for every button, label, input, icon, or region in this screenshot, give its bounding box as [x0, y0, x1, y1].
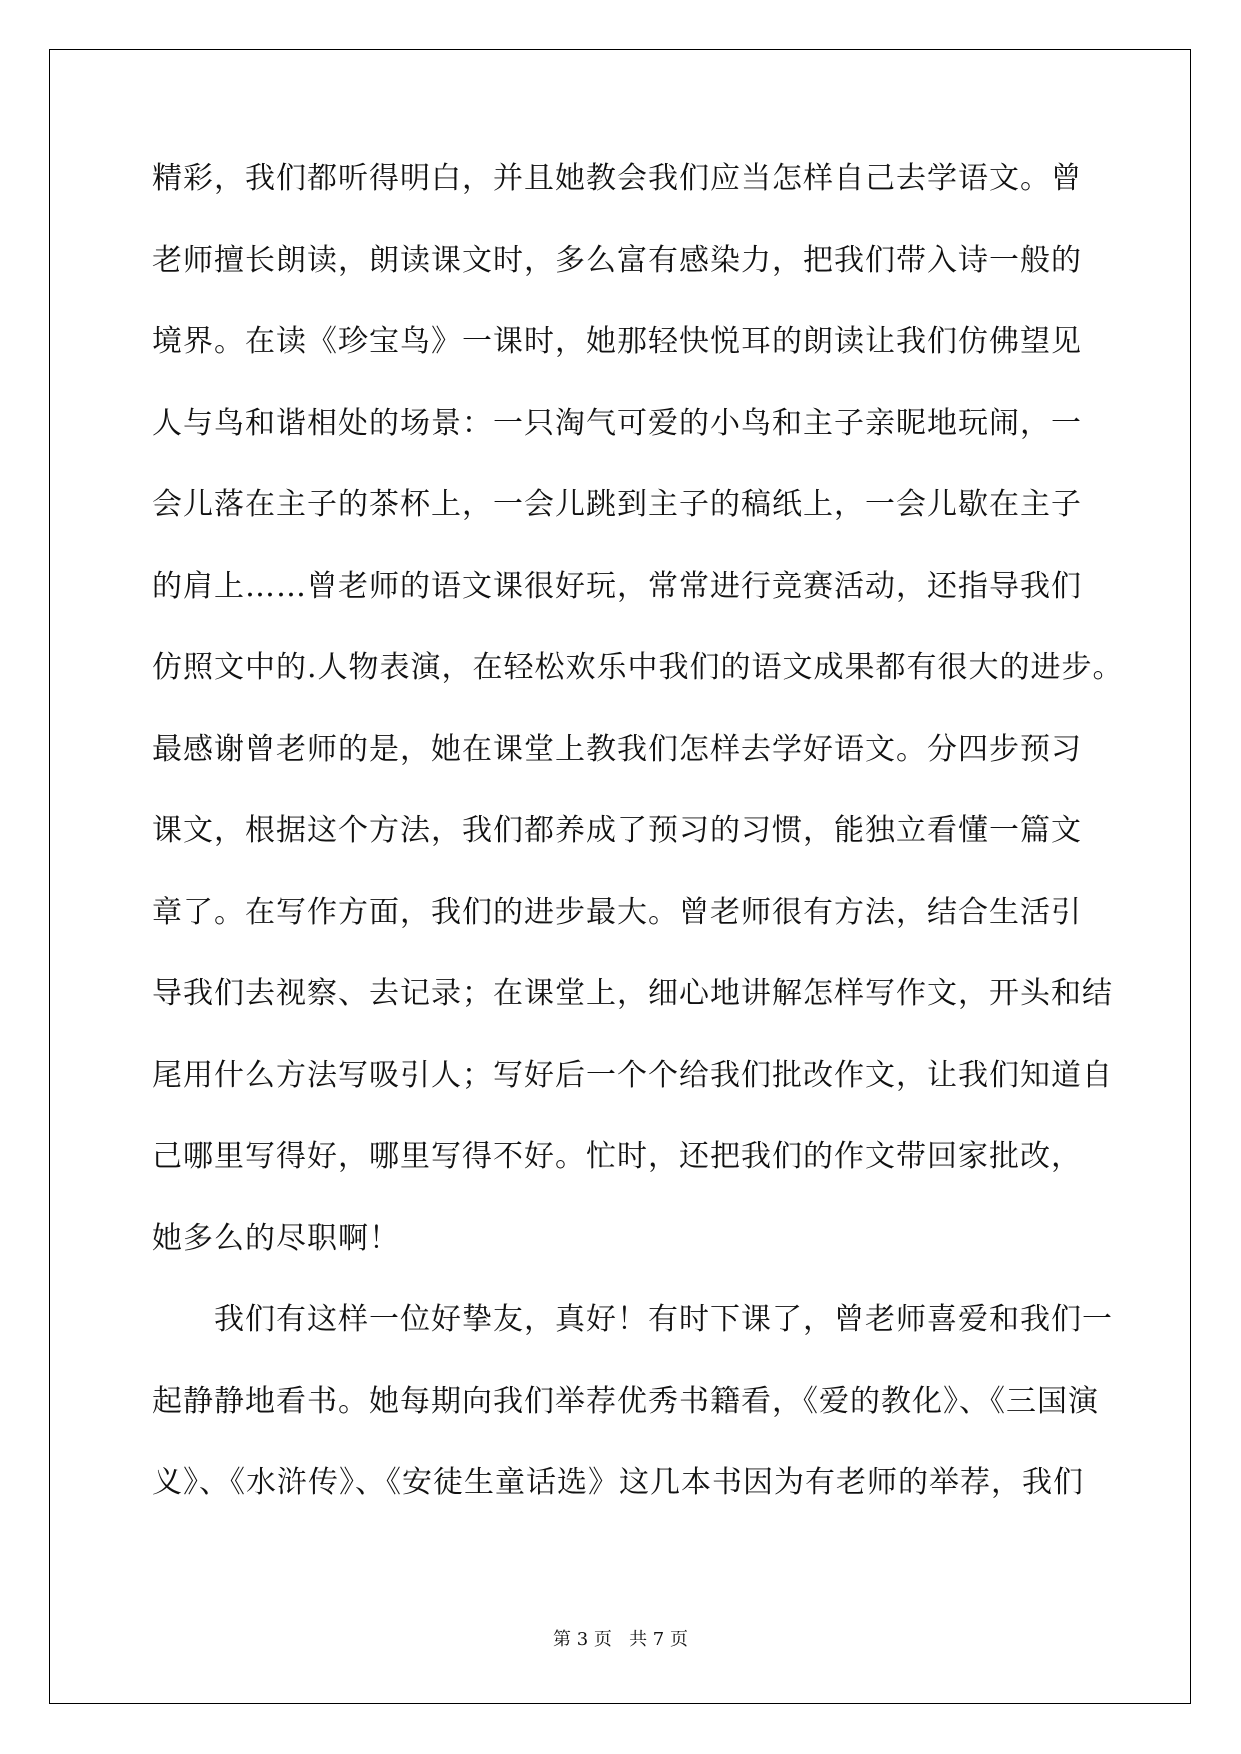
text-line: 会儿落在主子的茶杯上，一会儿跳到主子的稿纸上，一会儿歇在主子	[152, 487, 1082, 522]
text-line: 仿照文中的.人物表演，在轻松欢乐中我们的语文成果都有很大的进步。	[152, 650, 1124, 685]
text-line: 章了。在写作方面，我们的进步最大。曾老师很有方法，结合生活引	[152, 894, 1082, 930]
text-line: 境界。在读《珍宝鸟》一课时，她那轻快悦耳的朗读让我们仿佛望见	[152, 324, 1082, 359]
paragraph-first-line: 我们有这样一位好挚友，真好！有时下课了，曾老师喜爱和我们一	[214, 1302, 1113, 1337]
page-footer	[0, 1625, 1241, 1651]
text-line: 人与鸟和谐相处的场景：一只淘气可爱的小鸟和主子亲昵地玩闹，一	[152, 405, 1082, 441]
page-number: 第 3 页	[553, 1629, 612, 1650]
text-line: 导我们去视察、去记录；在课堂上，细心地讲解怎样写作文，开头和结	[152, 976, 1113, 1011]
text-line: 尾用什么方法写吸引人；写好后一个个给我们批改作文，让我们知道自	[152, 1057, 1113, 1093]
text-line: 己哪里写得好，哪里写得不好。忙时，还把我们的作文带回家批改，	[152, 1139, 1082, 1174]
text-line: 老师擅长朗读，朗读课文时，多么富有感染力，把我们带入诗一般的	[152, 242, 1082, 278]
text-line: 精彩，我们都听得明白，并且她教会我们应当怎样自己去学语文。曾	[152, 161, 1082, 196]
text-line: 义》、《水浒传》、《安徒生童话选》这几本书因为有老师的举荐，我们	[152, 1465, 1084, 1500]
document-body	[152, 160, 1124, 1546]
text-line: 最感谢曾老师的是，她在课堂上教我们怎样去学好语文。分四步预习	[152, 731, 1082, 767]
page-total: 共 7 页	[629, 1629, 688, 1650]
text-line: 起静静地看书。她每期向我们举荐优秀书籍看，《爱的教化》、《三国演	[152, 1383, 1099, 1419]
text-line: 课文，根据这个方法，我们都养成了预习的习惯，能独立看懂一篇文	[152, 813, 1082, 848]
text-line: 她多么的尽职啊！	[152, 1220, 400, 1256]
text-line: 的肩上……曾老师的语文课很好玩，常常进行竞赛活动，还指导我们	[152, 568, 1082, 604]
